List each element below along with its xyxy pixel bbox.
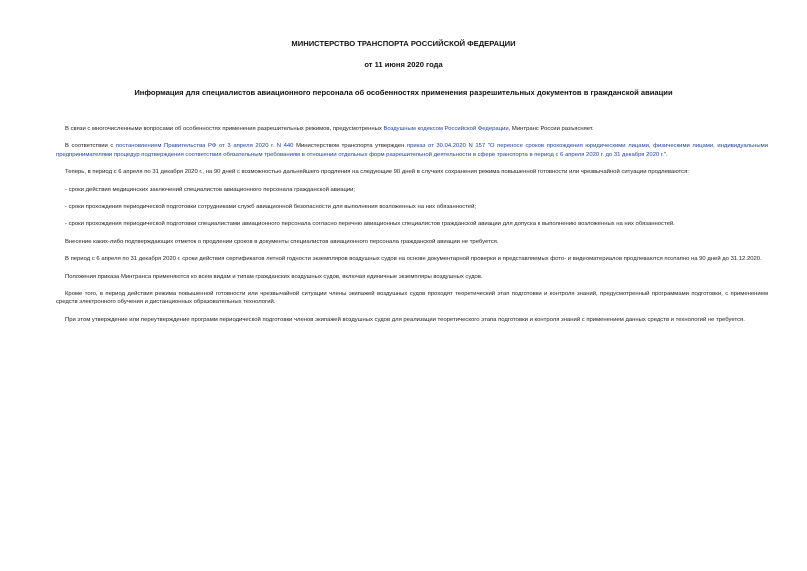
paragraph-extension: Теперь, в период с 6 апреля по 31 декабря 2020 г., на 90 дней с возможностью дальнейшего продления на следующие 90 дней в случаях сохранения режима повышенной готовности или чрезвычайной ситуации продлеваются: — [65, 169, 689, 176]
government-decree-link[interactable]: постановлением Правительства РФ от 3 апреля 2020 г. N 440 — [115, 143, 294, 150]
paragraph-text: . — [666, 151, 668, 158]
paragraph-crew-training: Кроме того, в период действия режима повышенной готовности или чрезвычайной ситуации члены экипажей воздушных судов проходят теоретический этап подготовки и контроля знаний, предусмотренный программами подготовки, с применением средств электронного обучения и дистанционных образовательных технологий. — [56, 291, 768, 306]
document-title: Информация для специалистов авиационного персонала об особенностях применения разрешительных документов в гражданской авиации — [134, 88, 673, 97]
ministry-order-link[interactable]: приказ от 30.04.2020 N 157 "О переносе сроков прохождения юридическими лицами, физическими лицами, индивидуальными предпринимателями процедур подтверждения соответствия обязательным требованиям в отношении отдельных форм разрешительной деятельности в сфере транспорта в период с 6 апреля 2020 г. до 31 декабря 2020 г." — [56, 143, 768, 158]
document-body — [56, 125, 768, 324]
paragraph-legal-basis — [56, 142, 768, 159]
paragraph-text: В связи с многочисленными вопросами об особенностях применения разрешительных режимов, предусмотренных — [65, 126, 384, 132]
paragraph-text: Министерством транспорта утвержден — [293, 143, 407, 150]
paragraph-programs: При этом утверждение или переутверждение программ периодической подготовки членов экипажей воздушных судов для реализации теоретического этапа подготовки и контроля знаний с применением данных средств и технологий не требуется. — [65, 316, 745, 323]
ministry-heading: МИНИСТЕРСТВО ТРАНСПОРТА РОССИЙСКОЙ ФЕДЕРАЦИИ — [291, 39, 516, 48]
paragraph-text: В соответствии с — [65, 143, 116, 150]
paragraph-intro — [56, 125, 768, 133]
paragraph-airworthiness: В период с 6 апреля по 31 декабря 2020 г. сроки действия сертификатов летной годности экземпляров воздушных судов на основе документарной проверки и представляемых фото- и видеоматериалов продлеваются поэтапно на 90 дней до 31.12.2020. — [65, 256, 762, 263]
air-code-link[interactable]: Воздушным кодексом Российской Федерации — [383, 126, 509, 132]
list-item-personnel-training: - сроки прохождения периодической подготовки специалистами авиационного персонала согласно перечню авиационных специалистов гражданской авиации для допуска к выполнению возложенных на них обязанностей. — [65, 221, 675, 228]
paragraph-scope: Положения приказа Минтранса применяются ко всем видам и типам гражданских воздушных судов, включая единичные экземпляры воздушных судов. — [65, 273, 483, 280]
paragraph-text: , Минтранс России разъясняет. — [508, 126, 594, 132]
list-item-medical: - сроки действия медицинских заключений специалистов авиационного персонала гражданской авиации; — [65, 186, 356, 193]
document-date: от 11 июня 2020 года — [364, 60, 443, 69]
paragraph-no-marks: Внесение каких-либо подтверждающих отметок о продлении сроков в документы специалистов авиационного персонала гражданской авиации не требуется. — [65, 238, 499, 245]
list-item-security-training: - сроки прохождения периодической подготовки сотрудниками служб авиационной безопасности для выполнения возложенных на них обязанностей; — [65, 204, 477, 211]
